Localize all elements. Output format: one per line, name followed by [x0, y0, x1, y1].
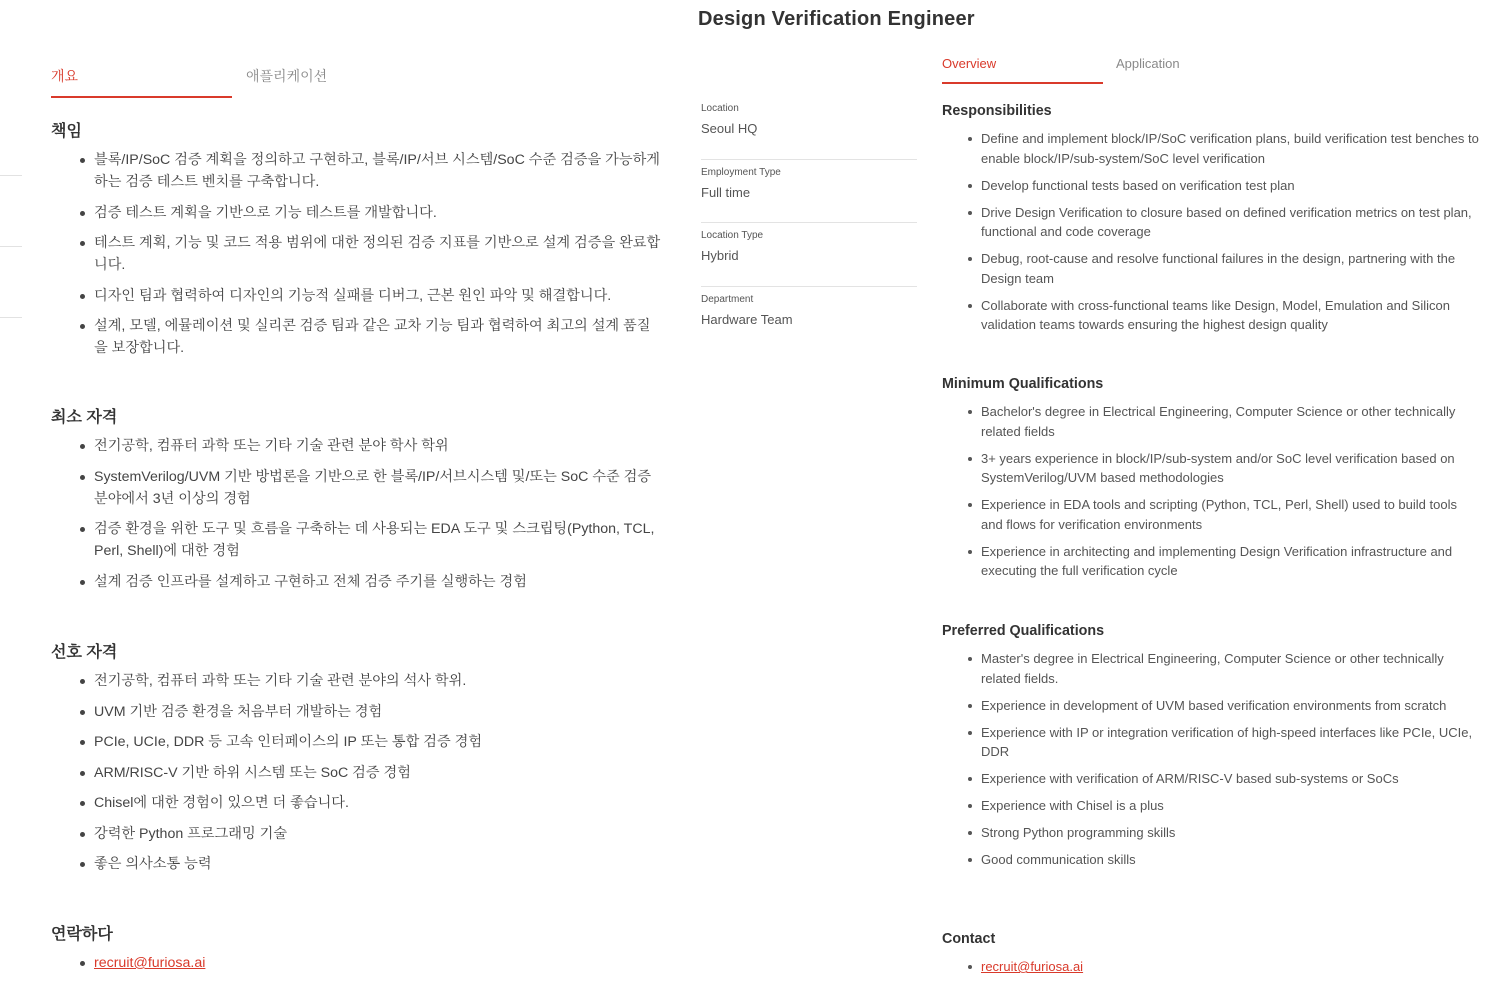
- list-item: Experience with Chisel is a plus: [942, 796, 1482, 816]
- list-item: 좋은 의사소통 능력: [51, 853, 661, 875]
- section-heading: 최소 자격: [51, 409, 118, 426]
- section-heading: Minimum Qualifications: [942, 376, 1104, 392]
- list-item: Master's degree in Electrical Engineering, Computer Science or other technically related fields.: [942, 649, 1482, 688]
- meta-value: Full time: [701, 184, 751, 200]
- meta-label: Employment Type: [701, 166, 781, 178]
- ko-contact-section: [51, 921, 661, 983]
- en-tab-bar: [942, 48, 1492, 88]
- list-item: 검증 테스트 계획을 기반으로 기능 테스트를 개발합니다.: [51, 202, 661, 224]
- tab-overview[interactable]: Overview: [942, 56, 997, 71]
- meta-location: [701, 96, 917, 160]
- en-responsibilities-section: [942, 103, 1482, 342]
- section-heading: Responsibilities: [942, 103, 1052, 119]
- list-item: Experience in development of UVM based verification environments from scratch: [942, 696, 1482, 716]
- meta-department: [701, 287, 917, 351]
- list-item: Develop functional tests based on verification test plan: [942, 176, 1482, 196]
- ko-min-qualifications-section: [51, 404, 661, 601]
- meta-label: Location: [701, 103, 739, 114]
- meta-value: Seoul HQ: [701, 121, 758, 136]
- list-item: 디자인 팀과 협력하여 디자인의 기능적 실패를 디버그, 근본 원인 파악 및 해결합니다.: [51, 285, 661, 307]
- list-item: 테스트 계획, 기능 및 코드 적용 범위에 대한 정의된 검증 지표를 기반으로 설계 검증을 완료합니다.: [51, 232, 661, 276]
- tab-overview-ko[interactable]: 개요: [51, 68, 79, 84]
- list-item: PCIe, UCIe, DDR 등 고속 인터페이스의 IP 또는 통합 검증 경험: [51, 731, 661, 753]
- meta-value: Hybrid: [701, 248, 739, 263]
- list-item: Good communication skills: [942, 850, 1482, 870]
- ko-tab-bar: [51, 60, 661, 100]
- section-heading: 선호 자격: [51, 644, 118, 661]
- list-item: Strong Python programming skills: [942, 823, 1482, 843]
- en-min-qualifications-section: [942, 376, 1482, 588]
- tab-application[interactable]: Application: [1116, 56, 1180, 71]
- list-item: 설계, 모델, 에뮬레이션 및 실리콘 검증 팀과 같은 교차 기능 팀과 협력하여 최고의 설계 품질을 보장합니다.: [51, 315, 661, 359]
- list-item: [51, 952, 661, 974]
- divider: [0, 246, 22, 247]
- ko-preferred-qualifications-section: [51, 639, 661, 884]
- divider: [0, 317, 22, 318]
- page-title: Design Verification Engineer: [698, 8, 975, 30]
- list-item: 전기공학, 컴퓨터 과학 또는 기타 기술 관련 분야의 석사 학위.: [51, 670, 661, 692]
- tab-application-ko[interactable]: 애플리케이션: [246, 68, 328, 84]
- en-preferred-qualifications-section: [942, 623, 1482, 877]
- divider: [0, 175, 22, 176]
- list-item: ARM/RISC-V 기반 하위 시스템 또는 SoC 검증 경험: [51, 762, 661, 784]
- list-item: Experience in EDA tools and scripting (Python, TCL, Perl, Shell) used to build tools and flows for verification environments: [942, 495, 1482, 534]
- meta-label: Location Type: [701, 230, 764, 241]
- list-item: 검증 환경을 위한 도구 및 흐름을 구축하는 데 사용되는 EDA 도구 및 스크립팅(Python, TCL, Perl, Shell)에 대한 경험: [51, 518, 661, 562]
- list-item: 블록/IP/SoC 검증 계획을 정의하고 구현하고, 블록/IP/서브 시스템/SoC 수준 검증을 가능하게 하는 검증 테스트 벤치를 구축합니다.: [51, 149, 661, 193]
- meta-employment-type: [701, 160, 917, 224]
- list-item: 설계 검증 인프라를 설계하고 구현하고 전체 검증 주기를 실행하는 경험: [51, 571, 661, 593]
- list-item: Collaborate with cross-functional teams like Design, Model, Emulation and Silicon validation teams towards ensuring the highest design quality: [942, 296, 1482, 335]
- list-item: Experience with IP or integration verification of high-speed interfaces like PCIe, UCIe, DDR: [942, 723, 1482, 762]
- list-item: Bachelor's degree in Electrical Engineering, Computer Science or other technically related fields: [942, 402, 1482, 441]
- job-meta-panel: [701, 96, 917, 350]
- list-item: Experience in architecting and implementing Design Verification infrastructure and executing the full verification cycle: [942, 542, 1482, 581]
- active-tab-indicator: [942, 82, 1103, 84]
- section-heading: 연락하다: [51, 926, 113, 943]
- list-item: 3+ years experience in block/IP/sub-system and/or SoC level verification based on SystemVerilog/UVM based methodologies: [942, 449, 1482, 488]
- list-item: Debug, root-cause and resolve functional failures in the design, partnering with the Design team: [942, 249, 1482, 288]
- list-item: SystemVerilog/UVM 기반 방법론을 기반으로 한 블록/IP/서브시스템 및/또는 SoC 수준 검증 분야에서 3년 이상의 경험: [51, 466, 661, 510]
- section-heading: Preferred Qualifications: [942, 623, 1105, 639]
- list-item: Drive Design Verification to closure based on defined verification metrics on test plan, functional and code coverage: [942, 203, 1482, 242]
- section-heading: Contact: [942, 931, 996, 947]
- active-tab-indicator: [51, 96, 232, 98]
- contact-email-link[interactable]: recruit@furiosa.ai: [981, 959, 1084, 974]
- meta-location-type: [701, 223, 917, 287]
- en-contact-section: [942, 931, 1482, 984]
- list-item: Experience with verification of ARM/RISC-V based sub-systems or SoCs: [942, 769, 1482, 789]
- contact-email-link[interactable]: recruit@furiosa.ai: [94, 955, 206, 971]
- list-item: [942, 957, 1482, 977]
- section-heading: 책임: [51, 123, 82, 140]
- meta-value: Hardware Team: [701, 311, 793, 327]
- ko-responsibilities-section: [51, 118, 661, 368]
- list-item: UVM 기반 검증 환경을 처음부터 개발하는 경험: [51, 701, 661, 723]
- list-item: 강력한 Python 프로그래밍 기술: [51, 823, 661, 845]
- list-item: 전기공학, 컴퓨터 과학 또는 기타 기술 관련 분야 학사 학위: [51, 435, 661, 457]
- list-item: Chisel에 대한 경험이 있으면 더 좋습니다.: [51, 792, 661, 814]
- list-item: Define and implement block/IP/SoC verification plans, build verification test benches to enable block/IP/sub-system/SoC level verification: [942, 129, 1482, 168]
- meta-label: Department: [701, 293, 754, 305]
